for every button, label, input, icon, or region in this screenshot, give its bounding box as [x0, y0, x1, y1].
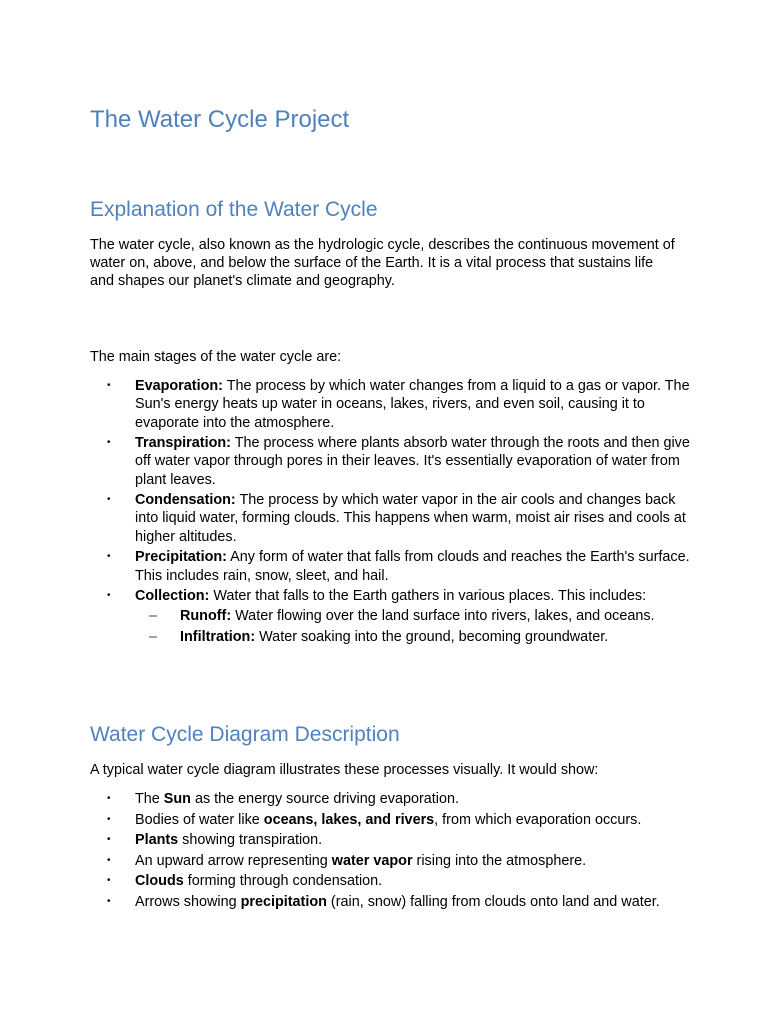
collection-sublist — [135, 607, 690, 646]
item-text: An upward arrow representing — [135, 852, 332, 869]
bullet-icon: • — [107, 380, 111, 391]
list-item — [90, 491, 690, 546]
stage-text: The process by which water changes from a liquid to a gas or vapor. The Sun's energy heats up water in oceans, lakes, rivers, and even soil, causing it to evaporate into the atmosphere. — [135, 378, 690, 431]
sub-list-item — [135, 628, 690, 646]
item-text: (rain, snow) falling from clouds onto land and water. — [326, 893, 660, 910]
stages-list — [90, 377, 690, 648]
stage-text: Any form of water that falls from clouds and reaches the Earth's surface. This includes rain, snow, sleet, and hail. — [135, 549, 690, 584]
stage-term: Precipitation: — [135, 549, 227, 566]
stage-text: Water that falls to the Earth gathers in various places. This includes: — [209, 588, 647, 605]
stage-term: Condensation: — [135, 492, 236, 509]
item-text: The — [135, 791, 164, 807]
stage-term: Collection: — [135, 588, 210, 605]
sub-text: Water flowing over the land surface into rivers, lakes, and oceans. — [231, 608, 655, 625]
list-item — [90, 831, 690, 849]
item-text: , from which evaporation occurs. — [434, 811, 642, 828]
item-bold: Sun — [163, 791, 191, 807]
list-item — [90, 852, 690, 870]
item-text: forming through condensation. — [183, 873, 383, 890]
item-text: rising into the atmosphere. — [412, 852, 587, 869]
item-bold: Plants — [135, 832, 179, 849]
dash-icon: – — [149, 608, 158, 625]
list-item — [90, 811, 690, 829]
item-bold: water vapor — [331, 852, 413, 869]
sub-term: Infiltration: — [180, 628, 256, 645]
stage-term: Transpiration: — [135, 435, 231, 452]
bullet-icon: • — [107, 875, 111, 887]
bullet-icon: • — [107, 895, 111, 907]
list-item — [90, 790, 690, 808]
stage-text: The process where plants absorb water through the roots and then give off water vapor through pores in their leaves. It's essentially evaporation of water from plant leaves. — [135, 435, 690, 488]
sub-text: Water soaking into the ground, becoming groundwater. — [255, 628, 609, 645]
list-item — [90, 434, 690, 489]
bullet-icon: • — [107, 854, 111, 866]
item-bold: precipitation — [240, 893, 327, 910]
list-item — [90, 893, 690, 911]
section-heading-diagram: Water Cycle Diagram Description — [90, 723, 400, 746]
sub-term: Runoff: — [180, 608, 232, 625]
item-text: Bodies of water like — [135, 811, 264, 828]
item-bold: Clouds — [135, 873, 184, 890]
item-bold: oceans, lakes, and rivers — [263, 811, 435, 828]
stage-term: Evaporation: — [135, 378, 223, 394]
list-item — [90, 548, 690, 585]
diagram-list — [90, 790, 690, 914]
bullet-icon: • — [107, 813, 111, 825]
bullet-icon: • — [107, 551, 111, 563]
diagram-intro-paragraph: A typical water cycle diagram illustrates these processes visually. It would show: — [90, 762, 599, 778]
bullet-icon: • — [107, 494, 111, 506]
list-item — [90, 587, 690, 646]
dash-icon: – — [149, 628, 158, 645]
bullet-icon: • — [107, 437, 111, 449]
bullet-icon: • — [107, 590, 111, 602]
stage-text: The process by which water vapor in the air cools and changes back into liquid water, forming clouds. This happens when warm, moist air rises and cools at higher altitudes. — [135, 492, 686, 545]
item-text: as the energy source driving evaporation. — [190, 791, 459, 807]
explanation-paragraph: The water cycle, also known as the hydrologic cycle, describes the continuous movement of water on, above, and below the surface of the Earth. It is a vital process that sustains life and shapes our planet's climate and geography. — [90, 237, 675, 289]
bullet-icon: • — [107, 793, 111, 804]
stages-lead-text: The main stages of the water cycle are: — [90, 349, 342, 365]
section-heading-explanation: Explanation of the Water Cycle — [90, 198, 378, 221]
bullet-icon: • — [107, 834, 111, 846]
item-text: showing transpiration. — [178, 832, 323, 849]
document-title: The Water Cycle Project — [90, 106, 350, 133]
item-text: Arrows showing — [135, 893, 241, 910]
list-item — [90, 872, 690, 890]
list-item — [90, 377, 690, 432]
sub-list-item — [135, 607, 690, 625]
